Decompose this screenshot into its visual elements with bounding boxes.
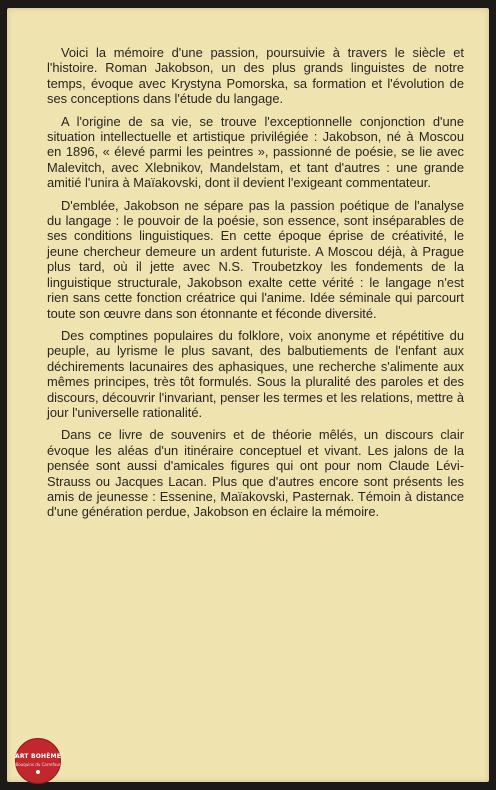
seller-stamp-title: ART BOHÈME xyxy=(14,752,62,760)
blurb-paragraph-3: D'emblée, Jakobson ne sépare pas la passion poétique de l'analyse du langage : le pouvoir de la poésie, son essence, sont inséparables de ses conditions linguistiques. En cette époque éprise de créativité, le jeune chercheur demeure un ardent futuriste. A Moscou déjà, à Prague plus tard, où il jette avec N.S. Troubetzkoy les fondements de la linguistique structurale, Jakobson exalte cette vérité : le langage n'est rien sans cette fonction créatrice qui l'anime. Idée séminale qui parcourt toute son œuvre dans son étonnante et féconde diversité. xyxy=(47,197,464,321)
seller-stamp-dot xyxy=(36,770,40,774)
blurb-text xyxy=(47,45,464,527)
blurb-paragraph-4: Des comptines populaires du folklore, voix anonyme et répétitive du peuple, au lyrisme le plus savant, des balbutiements de l'enfant aux déchirements lacunaires des aphasiques, une recherche s'alimente aux mêmes principes, très tôt formulés. Sous la pluralité des paroles et des discours, découvrir l'invariant, penser les termes et les relations, mettre à jour l'universelle rationalité. xyxy=(47,327,464,420)
blurb-paragraph-1: Voici la mémoire d'une passion, poursuivie à travers le siècle et l'histoire. Roman Jakobson, un des plus grands linguistes de notre temps, évoque avec Krystyna Pomorska, sa formation et l'évolution de ses conceptions dans l'étude du langage. xyxy=(47,45,464,107)
blurb-paragraph-5: Dans ce livre de souvenirs et de théorie mêlés, un discours clair évoque les aléas d'un itinéraire conceptuel et vivant. Les jalons de la pensée sont aussi d'amicales figures qui ont pour nom Claude Lévi-Strauss ou Jacques Lacan. Plus que d'autres encore sont présents les amis de jeunesse : Essenine, Maïakovski, Pasternak. Témoin à distance d'une génération perdue, Jakobson en éclaire la mémoire. xyxy=(47,427,464,520)
blurb-paragraph-2: A l'origine de sa vie, se trouve l'exceptionnelle conjonction d'une situation intellectuelle et artistique privilégiée : Jakobson, né à Moscou en 1896, « élevé parmi les peintres », passionné de poésie, se lie avec Malevitch, avec Xlebnikov, Mandelstam, et tant d'autres : une grande amitié l'unira à Maïakovski, dont il devient l'exigeant commentateur. xyxy=(47,113,464,191)
seller-stamp-logo xyxy=(15,738,61,784)
seller-stamp-subtitle: Bouquins du Carrefour xyxy=(15,761,61,767)
